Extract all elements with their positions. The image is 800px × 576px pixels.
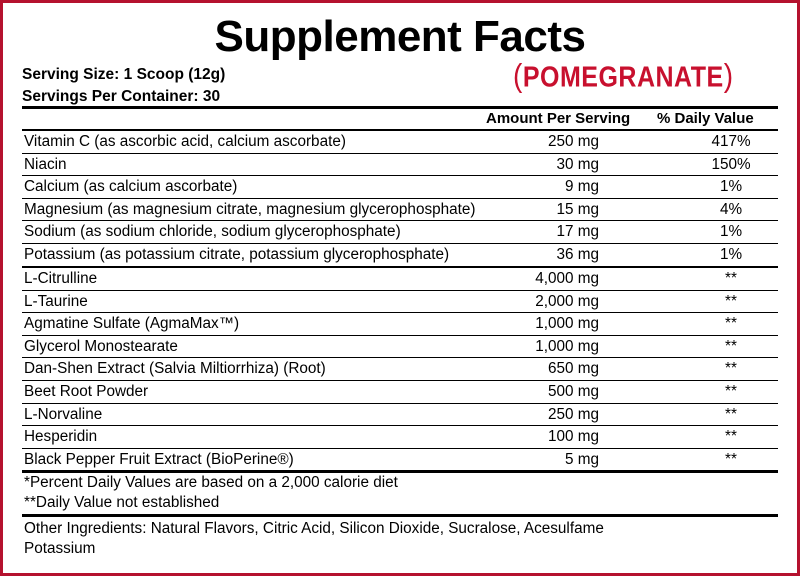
table-row xyxy=(22,244,778,267)
ingredient-name: Niacin xyxy=(24,155,67,173)
table-row xyxy=(22,291,778,314)
daily-value: ** xyxy=(725,270,737,287)
flavor-close-paren: ) xyxy=(723,57,734,94)
flavor-text: POMEGRANATE xyxy=(522,60,724,94)
daily-value: 150% xyxy=(711,155,751,173)
daily-value: ** xyxy=(725,292,737,310)
table-row xyxy=(22,358,778,381)
daily-value: ** xyxy=(725,450,737,468)
footnote-rule xyxy=(22,470,778,473)
other-ingredients-line-2: Potassium xyxy=(24,540,96,557)
amount-per-serving: 650 mg xyxy=(547,360,599,378)
other-ingredients-rule xyxy=(22,514,778,517)
daily-value: ** xyxy=(725,405,737,423)
table-row xyxy=(22,336,778,359)
ingredient-name: Beet Root Powder xyxy=(24,383,149,400)
daily-value: 1% xyxy=(719,178,743,196)
table-row xyxy=(22,131,778,154)
daily-value: ** xyxy=(725,360,737,378)
servings-per-container: Servings Per Container: 30 xyxy=(22,88,221,105)
daily-value: 4% xyxy=(719,200,743,218)
amount-per-serving: 500 mg xyxy=(547,383,599,400)
amount-per-serving: 9 mg xyxy=(564,178,599,196)
footnote-daily-values: *Percent Daily Values are based on a 2,000 calorie diet xyxy=(24,474,398,491)
table-row xyxy=(22,221,778,244)
daily-value: 1% xyxy=(719,223,743,241)
footnote-not-established: **Daily Value not established xyxy=(24,494,220,511)
amount-per-serving: 17 mg xyxy=(556,223,599,241)
ingredient-name: L-Citrulline xyxy=(24,270,98,287)
ingredient-name: Hesperidin xyxy=(24,428,98,446)
daily-value: 417% xyxy=(711,133,751,150)
table-row xyxy=(22,313,778,336)
other-ingredients-line-1: Other Ingredients: Natural Flavors, Citric Acid, Silicon Dioxide, Sucralose, Acesulfame xyxy=(24,520,604,537)
amount-per-serving: 15 mg xyxy=(556,200,599,218)
top-thick-rule xyxy=(22,106,778,109)
amount-per-serving: 1,000 mg xyxy=(535,337,599,355)
panel-title: Supplement Facts xyxy=(214,12,586,61)
ingredient-name: L-Norvaline xyxy=(24,405,103,423)
table-row xyxy=(22,404,778,427)
table-row xyxy=(22,449,778,472)
amount-per-serving: 4,000 mg xyxy=(535,270,599,287)
daily-value: 1% xyxy=(719,246,743,263)
amount-per-serving: 36 mg xyxy=(556,246,599,263)
ingredient-name: Magnesium (as magnesium citrate, magnesium glycerophosphate) xyxy=(24,200,476,218)
daily-value: ** xyxy=(725,428,737,446)
amount-per-serving: 250 mg xyxy=(547,405,599,423)
table-row xyxy=(22,199,778,222)
ingredient-name: L-Taurine xyxy=(24,292,88,310)
serving-size: Serving Size: 1 Scoop (12g) xyxy=(22,66,226,83)
amount-per-serving: 2,000 mg xyxy=(535,292,599,310)
ingredient-name: Agmatine Sulfate (AgmaMax™) xyxy=(24,315,240,333)
flavor-name xyxy=(513,57,734,96)
ingredient-name: Potassium (as potassium citrate, potassium glycerophosphate) xyxy=(24,246,450,263)
daily-value: ** xyxy=(725,383,737,400)
table-row xyxy=(22,176,778,199)
daily-value: ** xyxy=(725,337,737,355)
ingredient-name: Black Pepper Fruit Extract (BioPerine®) xyxy=(24,450,294,468)
amount-per-serving: 250 mg xyxy=(547,133,599,150)
table-row xyxy=(22,426,778,449)
amount-per-serving: 1,000 mg xyxy=(535,315,599,333)
col-header-amount: Amount Per Serving xyxy=(486,110,631,127)
flavor-open-paren: ( xyxy=(513,57,523,94)
ingredient-name: Vitamin C (as ascorbic acid, calcium ascorbate) xyxy=(24,133,346,150)
table-row xyxy=(22,154,778,177)
table-row xyxy=(22,268,778,291)
ingredient-name: Dan-Shen Extract (Salvia Miltiorrhiza) (Root) xyxy=(24,360,326,378)
amount-per-serving: 5 mg xyxy=(564,450,599,468)
col-header-dv: % Daily Value xyxy=(657,110,754,127)
ingredient-name: Sodium (as sodium chloride, sodium glycerophosphate) xyxy=(24,223,401,241)
ingredient-name: Glycerol Monostearate xyxy=(24,337,178,355)
table-row xyxy=(22,381,778,404)
ingredient-name: Calcium (as calcium ascorbate) xyxy=(24,178,238,196)
amount-per-serving: 30 mg xyxy=(556,155,599,173)
amount-per-serving: 100 mg xyxy=(547,428,599,446)
daily-value: ** xyxy=(725,315,737,333)
